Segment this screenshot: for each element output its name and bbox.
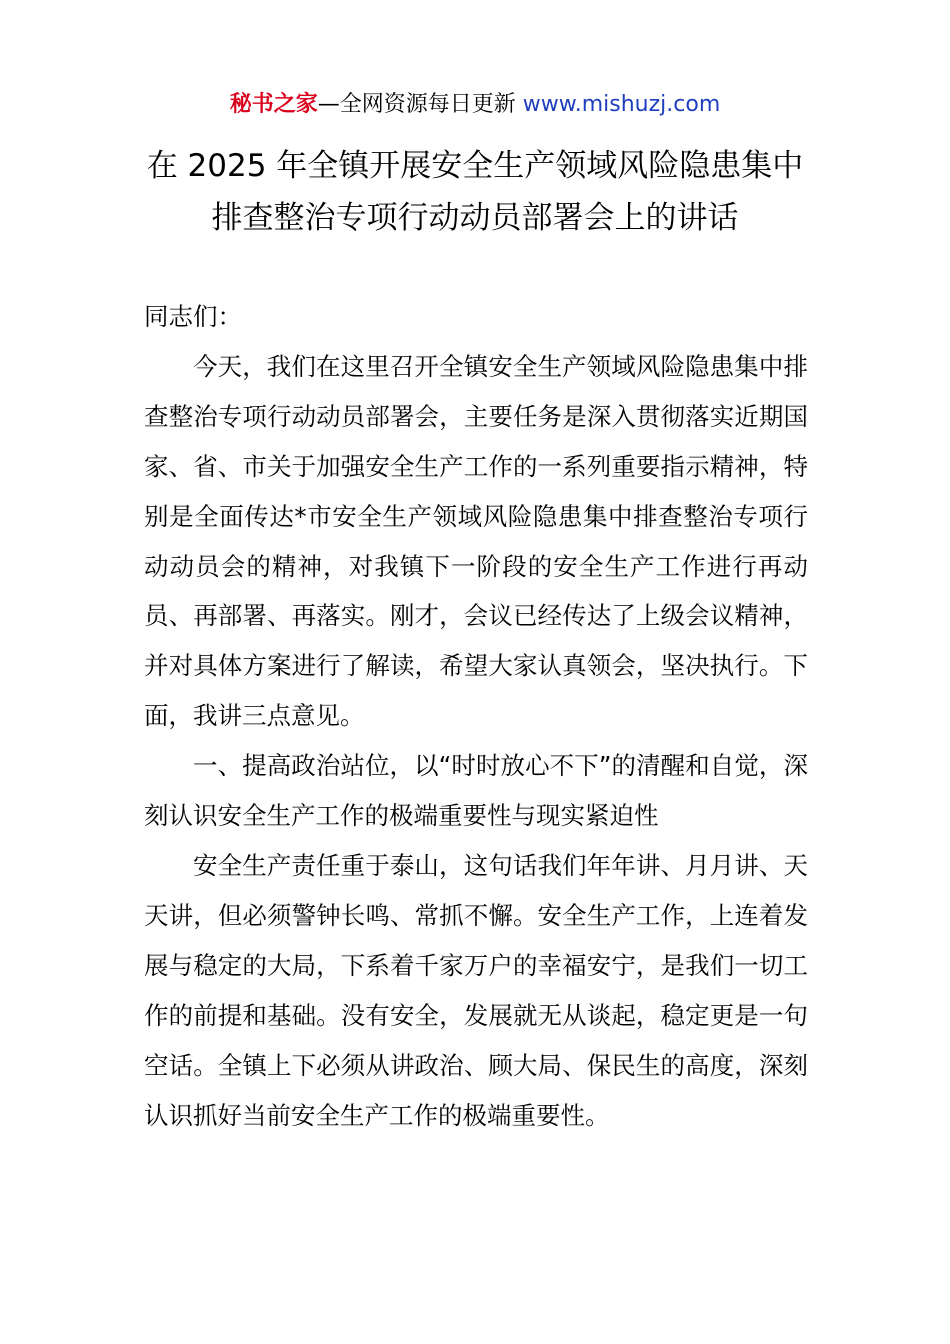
title-line-1: 在 2025 年全镇开展安全生产领域风险隐患集中 <box>146 148 804 184</box>
site-header <box>0 88 950 122</box>
site-url-link[interactable]: www.mishuzj.com <box>522 92 721 117</box>
brand-name: 秘书之家 <box>229 92 318 117</box>
title-line-2: 排查整治专项行动动员部署会上的讲话 <box>211 200 739 236</box>
header-tagline: —全网资源每日更新 <box>317 92 516 117</box>
salutation: 同志们： <box>144 302 242 331</box>
paragraph-intro: 今天，我们在这里召开全镇安全生产领域风险隐患集中排查整治专项行动动员部署会，主要任务是深入贯彻落实近期国家、省、市关于加强安全生产工作的一系列重要指示精神，特别是全面传达*市安全生产领域风险隐患集中排查整治专项行动动员会的精神，对我镇下一阶段的安全生产工作进行再动员、再部署、再落实。刚才，会议已经传达了上级会议精神，并对具体方案进行了解读，希望大家认真领会，坚决执行。下面，我讲三点意见。 <box>144 351 808 731</box>
document-body <box>144 292 808 1140</box>
document-title <box>100 140 850 244</box>
section-heading-1: 一、提高政治站位，以“时时放心不下”的清醒和自觉，深刻认识安全生产工作的极端重要性与现实紧迫性 <box>144 751 808 831</box>
paragraph-section-1: 安全生产责任重于泰山，这句话我们年年讲、月月讲、天天讲，但必须警钟长鸣、常抓不懈。安全生产工作，上连着发展与稳定的大局，下系着千家万户的幸福安宁，是我们一切工作的前提和基础。没有安全，发展就无从谈起，稳定更是一句空话。全镇上下必须从讲政治、顾大局、保民生的高度，深刻认识抓好当前安全生产工作的极端重要性。 <box>144 850 808 1130</box>
